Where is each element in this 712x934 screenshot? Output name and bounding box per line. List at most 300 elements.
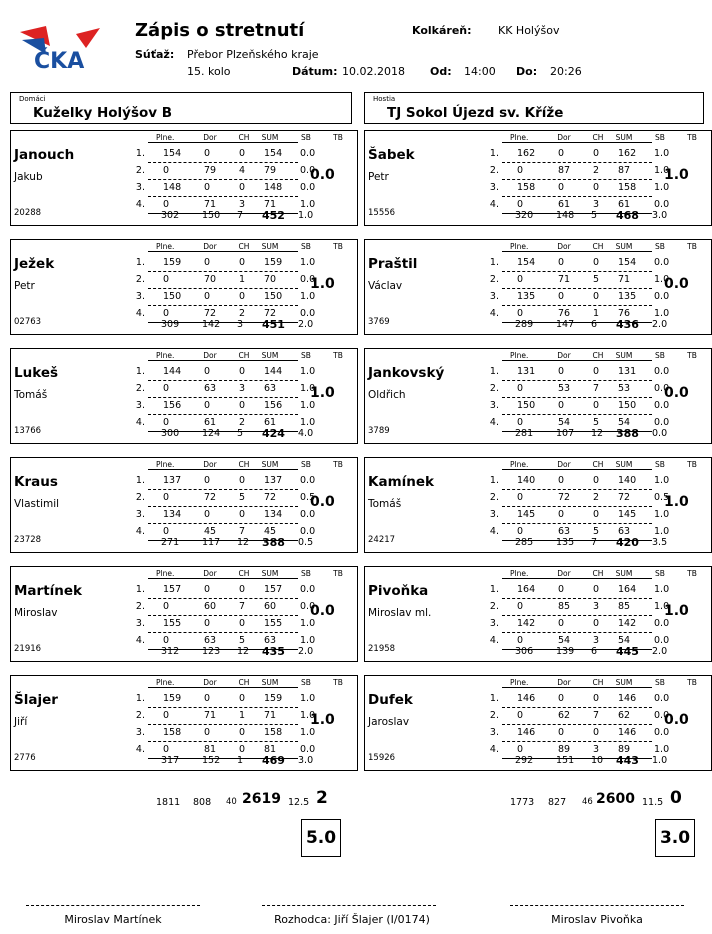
player-tb: 1.0 bbox=[664, 494, 689, 510]
lane-cell: 0.0 bbox=[654, 383, 670, 394]
player-total-cell: 302 bbox=[161, 210, 180, 221]
round-value: 15. kolo bbox=[187, 65, 231, 78]
date-label: Dátum: bbox=[292, 65, 338, 78]
player-surname: Šlajer bbox=[14, 692, 58, 708]
lane-cell: 0 bbox=[517, 601, 524, 612]
column-header: Dor bbox=[203, 678, 217, 687]
lane-cell: 0.0 bbox=[300, 601, 316, 612]
lane-cell: 5 bbox=[593, 274, 600, 285]
row-rule bbox=[502, 741, 652, 742]
lane-cell: 0.0 bbox=[300, 148, 316, 159]
column-header: TB bbox=[687, 133, 697, 142]
player-total-cell: 12 bbox=[237, 537, 250, 548]
player-total-cell: 285 bbox=[515, 537, 534, 548]
home-team-header bbox=[10, 92, 352, 124]
lane-cell: 0 bbox=[204, 148, 211, 159]
column-header: Plne. bbox=[510, 351, 529, 360]
lane-cell: 0.0 bbox=[654, 199, 670, 210]
lane-cell: 1.0 bbox=[300, 199, 316, 210]
lane-cell: 0 bbox=[163, 308, 170, 319]
player-total-cell: 3.0 bbox=[652, 210, 668, 221]
lane-cell: 1.0 bbox=[300, 400, 316, 411]
lane-cell: 0.0 bbox=[654, 400, 670, 411]
row-rule bbox=[148, 615, 298, 616]
column-header: SUM bbox=[261, 460, 279, 469]
column-header: SB bbox=[655, 133, 665, 142]
player-id: 13766 bbox=[14, 426, 42, 436]
lane-cell: 0 bbox=[593, 475, 600, 486]
player-total-cell: 3 bbox=[237, 319, 244, 330]
lane-number: 2. bbox=[489, 710, 499, 721]
lane-cell: 3 bbox=[593, 601, 600, 612]
lane-cell: 0.5 bbox=[654, 492, 670, 503]
lane-cell: 0 bbox=[558, 257, 565, 268]
lane-cell: 0 bbox=[558, 366, 565, 377]
lane-cell: 146 bbox=[517, 693, 536, 704]
row-rule bbox=[502, 162, 652, 163]
lane-cell: 87 bbox=[558, 165, 571, 176]
player-total-cell: 6 bbox=[591, 646, 598, 657]
lane-cell: 0 bbox=[163, 383, 170, 394]
column-header: TB bbox=[333, 242, 343, 251]
lane-number: 2. bbox=[489, 492, 499, 503]
lane-cell: 71 bbox=[618, 274, 631, 285]
guest-sum-dor: 827 bbox=[548, 797, 567, 808]
player-tb: 0.0 bbox=[664, 712, 689, 728]
player-firstname: Vlastimil bbox=[14, 498, 60, 510]
lane-number: 2. bbox=[135, 274, 145, 285]
lane-cell: 0.0 bbox=[300, 526, 316, 537]
header-rule bbox=[148, 687, 298, 688]
row-rule bbox=[148, 598, 298, 599]
player-total-cell: 123 bbox=[202, 646, 221, 657]
column-header: CH bbox=[592, 678, 604, 687]
column-header: TB bbox=[687, 242, 697, 251]
column-header: SB bbox=[301, 678, 311, 687]
lane-cell: 150 bbox=[618, 400, 637, 411]
column-header: SUM bbox=[261, 242, 279, 251]
guest-team-header bbox=[364, 92, 704, 124]
column-header: TB bbox=[333, 351, 343, 360]
lane-cell: 72 bbox=[618, 492, 631, 503]
home-player-box bbox=[10, 566, 358, 662]
lane-cell: 7 bbox=[593, 383, 600, 394]
home-points-box: 5.0 bbox=[301, 819, 341, 857]
lane-cell: 2 bbox=[239, 417, 246, 428]
lane-cell: 150 bbox=[163, 291, 182, 302]
lane-cell: 154 bbox=[163, 148, 182, 159]
lane-number: 1. bbox=[489, 475, 499, 486]
lane-cell: 0 bbox=[558, 475, 565, 486]
lane-cell: 159 bbox=[163, 257, 182, 268]
player-total-cell: 2.0 bbox=[652, 646, 668, 657]
lane-cell: 1.0 bbox=[300, 618, 316, 629]
lane-cell: 0 bbox=[204, 475, 211, 486]
lane-cell: 61 bbox=[558, 199, 571, 210]
guest-points-box: 3.0 bbox=[655, 819, 695, 857]
player-total-cell: 388 bbox=[616, 427, 639, 440]
guest-sum-tb: 0 bbox=[670, 788, 682, 808]
lane-cell: 70 bbox=[264, 274, 277, 285]
player-total-cell: 3.5 bbox=[652, 537, 668, 548]
lane-cell: 1.0 bbox=[654, 148, 670, 159]
lane-cell: 60 bbox=[264, 601, 277, 612]
lane-number: 1. bbox=[135, 584, 145, 595]
player-surname: Lukeš bbox=[14, 365, 59, 381]
column-header: Dor bbox=[557, 678, 571, 687]
row-rule bbox=[502, 397, 652, 398]
lane-cell: 0 bbox=[239, 509, 246, 520]
column-header: CH bbox=[238, 242, 250, 251]
lane-cell: 0 bbox=[239, 618, 246, 629]
player-total-cell: 117 bbox=[202, 537, 221, 548]
row-rule bbox=[502, 271, 652, 272]
lane-number: 4. bbox=[489, 635, 499, 646]
player-firstname: Miroslav bbox=[14, 607, 58, 619]
row-rule bbox=[502, 179, 652, 180]
row-rule bbox=[148, 196, 298, 197]
lane-cell: 2 bbox=[239, 308, 246, 319]
lane-cell: 0 bbox=[239, 744, 246, 755]
player-total-cell: 271 bbox=[161, 537, 180, 548]
column-header: TB bbox=[333, 678, 343, 687]
home-sum-ch: 40 bbox=[226, 797, 237, 807]
column-header: SB bbox=[301, 351, 311, 360]
lane-cell: 131 bbox=[517, 366, 536, 377]
lane-cell: 0 bbox=[239, 366, 246, 377]
player-total-cell: 281 bbox=[515, 428, 534, 439]
column-header: TB bbox=[687, 460, 697, 469]
player-total-cell: 300 bbox=[161, 428, 180, 439]
lane-cell: 63 bbox=[618, 526, 631, 537]
lane-cell: 155 bbox=[264, 618, 283, 629]
guest-label: Hostia bbox=[373, 95, 396, 103]
player-total-cell: 6 bbox=[591, 319, 598, 330]
player-firstname: Petr bbox=[368, 171, 389, 183]
player-firstname: Miroslav ml. bbox=[368, 607, 432, 619]
lane-cell: 63 bbox=[204, 635, 217, 646]
lane-cell: 0 bbox=[593, 366, 600, 377]
column-header: Plne. bbox=[156, 460, 175, 469]
lane-cell: 0.0 bbox=[654, 693, 670, 704]
player-total-cell: 3.0 bbox=[298, 755, 314, 766]
lane-cell: 71 bbox=[264, 199, 277, 210]
column-header: SB bbox=[301, 242, 311, 251]
lane-cell: 157 bbox=[163, 584, 182, 595]
row-rule bbox=[502, 724, 652, 725]
column-header: CH bbox=[592, 460, 604, 469]
row-rule bbox=[502, 707, 652, 708]
lane-cell: 0 bbox=[204, 509, 211, 520]
lane-cell: 0.0 bbox=[654, 618, 670, 629]
lane-cell: 72 bbox=[558, 492, 571, 503]
lane-cell: 1.0 bbox=[654, 274, 670, 285]
row-rule bbox=[148, 741, 298, 742]
column-header: SB bbox=[301, 133, 311, 142]
competition-value: Přebor Plzeňského kraje bbox=[187, 48, 319, 61]
column-header: CH bbox=[592, 569, 604, 578]
column-header: Dor bbox=[203, 460, 217, 469]
lane-cell: 0 bbox=[558, 727, 565, 738]
lane-cell: 0 bbox=[163, 417, 170, 428]
lane-cell: 0.0 bbox=[300, 165, 316, 176]
lane-cell: 140 bbox=[517, 475, 536, 486]
player-total-cell: 469 bbox=[262, 754, 285, 767]
column-header: SB bbox=[301, 569, 311, 578]
lane-cell: 0.0 bbox=[654, 727, 670, 738]
player-total-cell: 124 bbox=[202, 428, 221, 439]
home-player-box bbox=[10, 130, 358, 226]
lane-cell: 140 bbox=[618, 475, 637, 486]
column-header: Dor bbox=[203, 351, 217, 360]
lane-cell: 0 bbox=[593, 182, 600, 193]
lane-cell: 0 bbox=[517, 274, 524, 285]
column-header: TB bbox=[333, 460, 343, 469]
column-header: Dor bbox=[203, 569, 217, 578]
player-tb: 1.0 bbox=[664, 603, 689, 619]
lane-cell: 85 bbox=[618, 601, 631, 612]
lane-number: 3. bbox=[489, 182, 499, 193]
lane-cell: 5 bbox=[239, 492, 246, 503]
lane-cell: 0.0 bbox=[300, 744, 316, 755]
lane-cell: 1.0 bbox=[300, 366, 316, 377]
header-rule bbox=[502, 469, 652, 470]
lane-cell: 62 bbox=[618, 710, 631, 721]
lane-cell: 71 bbox=[204, 710, 217, 721]
lane-cell: 0 bbox=[558, 584, 565, 595]
column-header: SUM bbox=[261, 351, 279, 360]
player-total-cell: 420 bbox=[616, 536, 639, 549]
row-rule bbox=[502, 615, 652, 616]
lane-cell: 54 bbox=[558, 417, 571, 428]
lane-number: 1. bbox=[489, 693, 499, 704]
lane-cell: 146 bbox=[618, 693, 637, 704]
lane-cell: 157 bbox=[264, 584, 283, 595]
player-total-cell: 12 bbox=[591, 428, 604, 439]
lane-cell: 1.0 bbox=[300, 710, 316, 721]
lane-cell: 0 bbox=[593, 257, 600, 268]
player-total-cell: 0.0 bbox=[652, 428, 668, 439]
lane-number: 1. bbox=[135, 366, 145, 377]
guest-player-box bbox=[364, 239, 712, 335]
lane-cell: 0 bbox=[558, 618, 565, 629]
lane-cell: 7 bbox=[239, 526, 246, 537]
lane-cell: 61 bbox=[204, 417, 217, 428]
lane-cell: 156 bbox=[163, 400, 182, 411]
row-rule bbox=[148, 162, 298, 163]
lane-cell: 148 bbox=[163, 182, 182, 193]
lane-cell: 158 bbox=[264, 727, 283, 738]
lane-cell: 155 bbox=[163, 618, 182, 629]
player-total-cell: 388 bbox=[262, 536, 285, 549]
lane-cell: 137 bbox=[264, 475, 283, 486]
lane-number: 2. bbox=[489, 383, 499, 394]
lane-cell: 79 bbox=[204, 165, 217, 176]
lane-cell: 0 bbox=[593, 291, 600, 302]
header-rule bbox=[502, 360, 652, 361]
column-header: SB bbox=[655, 569, 665, 578]
lane-cell: 0 bbox=[558, 291, 565, 302]
player-total-cell: 0.5 bbox=[298, 537, 314, 548]
lane-cell: 0 bbox=[163, 601, 170, 612]
column-header: SUM bbox=[615, 678, 633, 687]
player-total-cell: 150 bbox=[202, 210, 221, 221]
column-header: CH bbox=[238, 569, 250, 578]
player-total-cell: 452 bbox=[262, 209, 285, 222]
lane-cell: 76 bbox=[558, 308, 571, 319]
lane-cell: 0 bbox=[558, 182, 565, 193]
lane-cell: 61 bbox=[618, 199, 631, 210]
player-id: 2776 bbox=[14, 753, 36, 763]
page-title: Zápis o stretnutí bbox=[135, 20, 305, 41]
lane-number: 4. bbox=[135, 526, 145, 537]
row-rule bbox=[148, 523, 298, 524]
lane-cell: 72 bbox=[204, 492, 217, 503]
lane-cell: 7 bbox=[239, 601, 246, 612]
player-total-cell: 12 bbox=[237, 646, 250, 657]
row-rule bbox=[148, 288, 298, 289]
row-rule bbox=[148, 414, 298, 415]
lane-cell: 81 bbox=[204, 744, 217, 755]
guest-sum-total: 2600 bbox=[596, 791, 635, 807]
row-rule bbox=[502, 523, 652, 524]
lane-cell: 54 bbox=[618, 417, 631, 428]
lane-number: 4. bbox=[135, 308, 145, 319]
column-header: CH bbox=[592, 242, 604, 251]
column-header: CH bbox=[592, 133, 604, 142]
player-id: 15556 bbox=[368, 208, 396, 218]
lane-number: 3. bbox=[489, 400, 499, 411]
column-header: TB bbox=[687, 351, 697, 360]
home-signature-line bbox=[26, 905, 200, 906]
lane-cell: 2 bbox=[593, 165, 600, 176]
lane-cell: 159 bbox=[163, 693, 182, 704]
home-sum-dor: 808 bbox=[193, 797, 212, 808]
player-total-cell: 1.0 bbox=[652, 755, 668, 766]
lane-cell: 0 bbox=[517, 383, 524, 394]
row-rule bbox=[148, 632, 298, 633]
lane-cell: 158 bbox=[517, 182, 536, 193]
lane-number: 4. bbox=[135, 417, 145, 428]
lane-cell: 1.0 bbox=[654, 165, 670, 176]
player-surname: Dufek bbox=[368, 692, 413, 708]
lane-number: 1. bbox=[489, 148, 499, 159]
player-tb: 0.0 bbox=[664, 276, 689, 292]
lane-number: 2. bbox=[135, 492, 145, 503]
lane-cell: 0 bbox=[558, 693, 565, 704]
column-header: Plne. bbox=[156, 351, 175, 360]
row-rule bbox=[148, 380, 298, 381]
lane-cell: 0 bbox=[593, 148, 600, 159]
lane-cell: 150 bbox=[264, 291, 283, 302]
row-rule bbox=[148, 397, 298, 398]
player-total-cell: 292 bbox=[515, 755, 534, 766]
row-rule bbox=[148, 489, 298, 490]
lane-cell: 1.0 bbox=[654, 308, 670, 319]
player-tb: 1.0 bbox=[664, 167, 689, 183]
lane-cell: 134 bbox=[264, 509, 283, 520]
lane-cell: 45 bbox=[204, 526, 217, 537]
lane-cell: 158 bbox=[163, 727, 182, 738]
lane-cell: 0 bbox=[163, 635, 170, 646]
column-header: Plne. bbox=[156, 133, 175, 142]
player-total-cell: 443 bbox=[616, 754, 639, 767]
lane-cell: 0.0 bbox=[654, 417, 670, 428]
lane-cell: 0 bbox=[239, 693, 246, 704]
column-header: SUM bbox=[615, 351, 633, 360]
player-total-cell: 445 bbox=[616, 645, 639, 658]
lane-cell: 144 bbox=[264, 366, 283, 377]
player-total-cell: 451 bbox=[262, 318, 285, 331]
lane-cell: 3 bbox=[593, 744, 600, 755]
lane-number: 4. bbox=[489, 308, 499, 319]
end-time-label: Do: bbox=[516, 65, 538, 78]
player-total-cell: 1 bbox=[237, 755, 244, 766]
lane-cell: 45 bbox=[264, 526, 277, 537]
lane-number: 3. bbox=[135, 182, 145, 193]
home-label: Domáci bbox=[19, 95, 46, 103]
player-firstname: Petr bbox=[14, 280, 35, 292]
lane-cell: 1.0 bbox=[300, 417, 316, 428]
column-header: SB bbox=[301, 460, 311, 469]
lane-cell: 60 bbox=[204, 601, 217, 612]
lane-cell: 5 bbox=[593, 417, 600, 428]
lane-cell: 154 bbox=[264, 148, 283, 159]
lane-cell: 0 bbox=[517, 199, 524, 210]
lane-cell: 0 bbox=[204, 182, 211, 193]
lane-cell: 1.0 bbox=[654, 182, 670, 193]
column-header: Plne. bbox=[156, 242, 175, 251]
lane-number: 4. bbox=[489, 199, 499, 210]
lane-cell: 71 bbox=[558, 274, 571, 285]
lane-number: 4. bbox=[489, 526, 499, 537]
lane-cell: 1.0 bbox=[300, 693, 316, 704]
lane-cell: 1 bbox=[593, 308, 600, 319]
row-rule bbox=[502, 380, 652, 381]
lane-number: 3. bbox=[135, 618, 145, 629]
lane-number: 1. bbox=[135, 148, 145, 159]
player-total-cell: 312 bbox=[161, 646, 180, 657]
column-header: Plne. bbox=[510, 133, 529, 142]
lane-cell: 54 bbox=[618, 635, 631, 646]
player-total-cell: 5 bbox=[591, 210, 598, 221]
player-surname: Pivoňka bbox=[368, 583, 429, 599]
player-total-cell: 135 bbox=[556, 537, 575, 548]
lane-cell: 162 bbox=[618, 148, 637, 159]
lane-cell: 0 bbox=[593, 509, 600, 520]
header-rule bbox=[148, 360, 298, 361]
header-rule bbox=[502, 687, 652, 688]
cka-logo bbox=[16, 24, 102, 72]
referee-signature: Rozhodca: Jiří Šlajer (I/0174) bbox=[274, 913, 430, 926]
player-surname: Ježek bbox=[14, 256, 55, 272]
lane-cell: 62 bbox=[558, 710, 571, 721]
player-total-cell: 2.0 bbox=[298, 646, 314, 657]
header-rule bbox=[502, 142, 652, 143]
lane-number: 3. bbox=[489, 618, 499, 629]
lane-number: 2. bbox=[135, 383, 145, 394]
player-surname: Martínek bbox=[14, 583, 83, 599]
lane-cell: 1.0 bbox=[300, 727, 316, 738]
lane-number: 3. bbox=[135, 727, 145, 738]
column-header: CH bbox=[238, 678, 250, 687]
row-rule bbox=[148, 305, 298, 306]
player-total-cell: 7 bbox=[237, 210, 244, 221]
column-header: Plne. bbox=[510, 460, 529, 469]
player-id: 23728 bbox=[14, 535, 42, 545]
lane-cell: 0 bbox=[239, 182, 246, 193]
player-total-cell: 107 bbox=[556, 428, 575, 439]
